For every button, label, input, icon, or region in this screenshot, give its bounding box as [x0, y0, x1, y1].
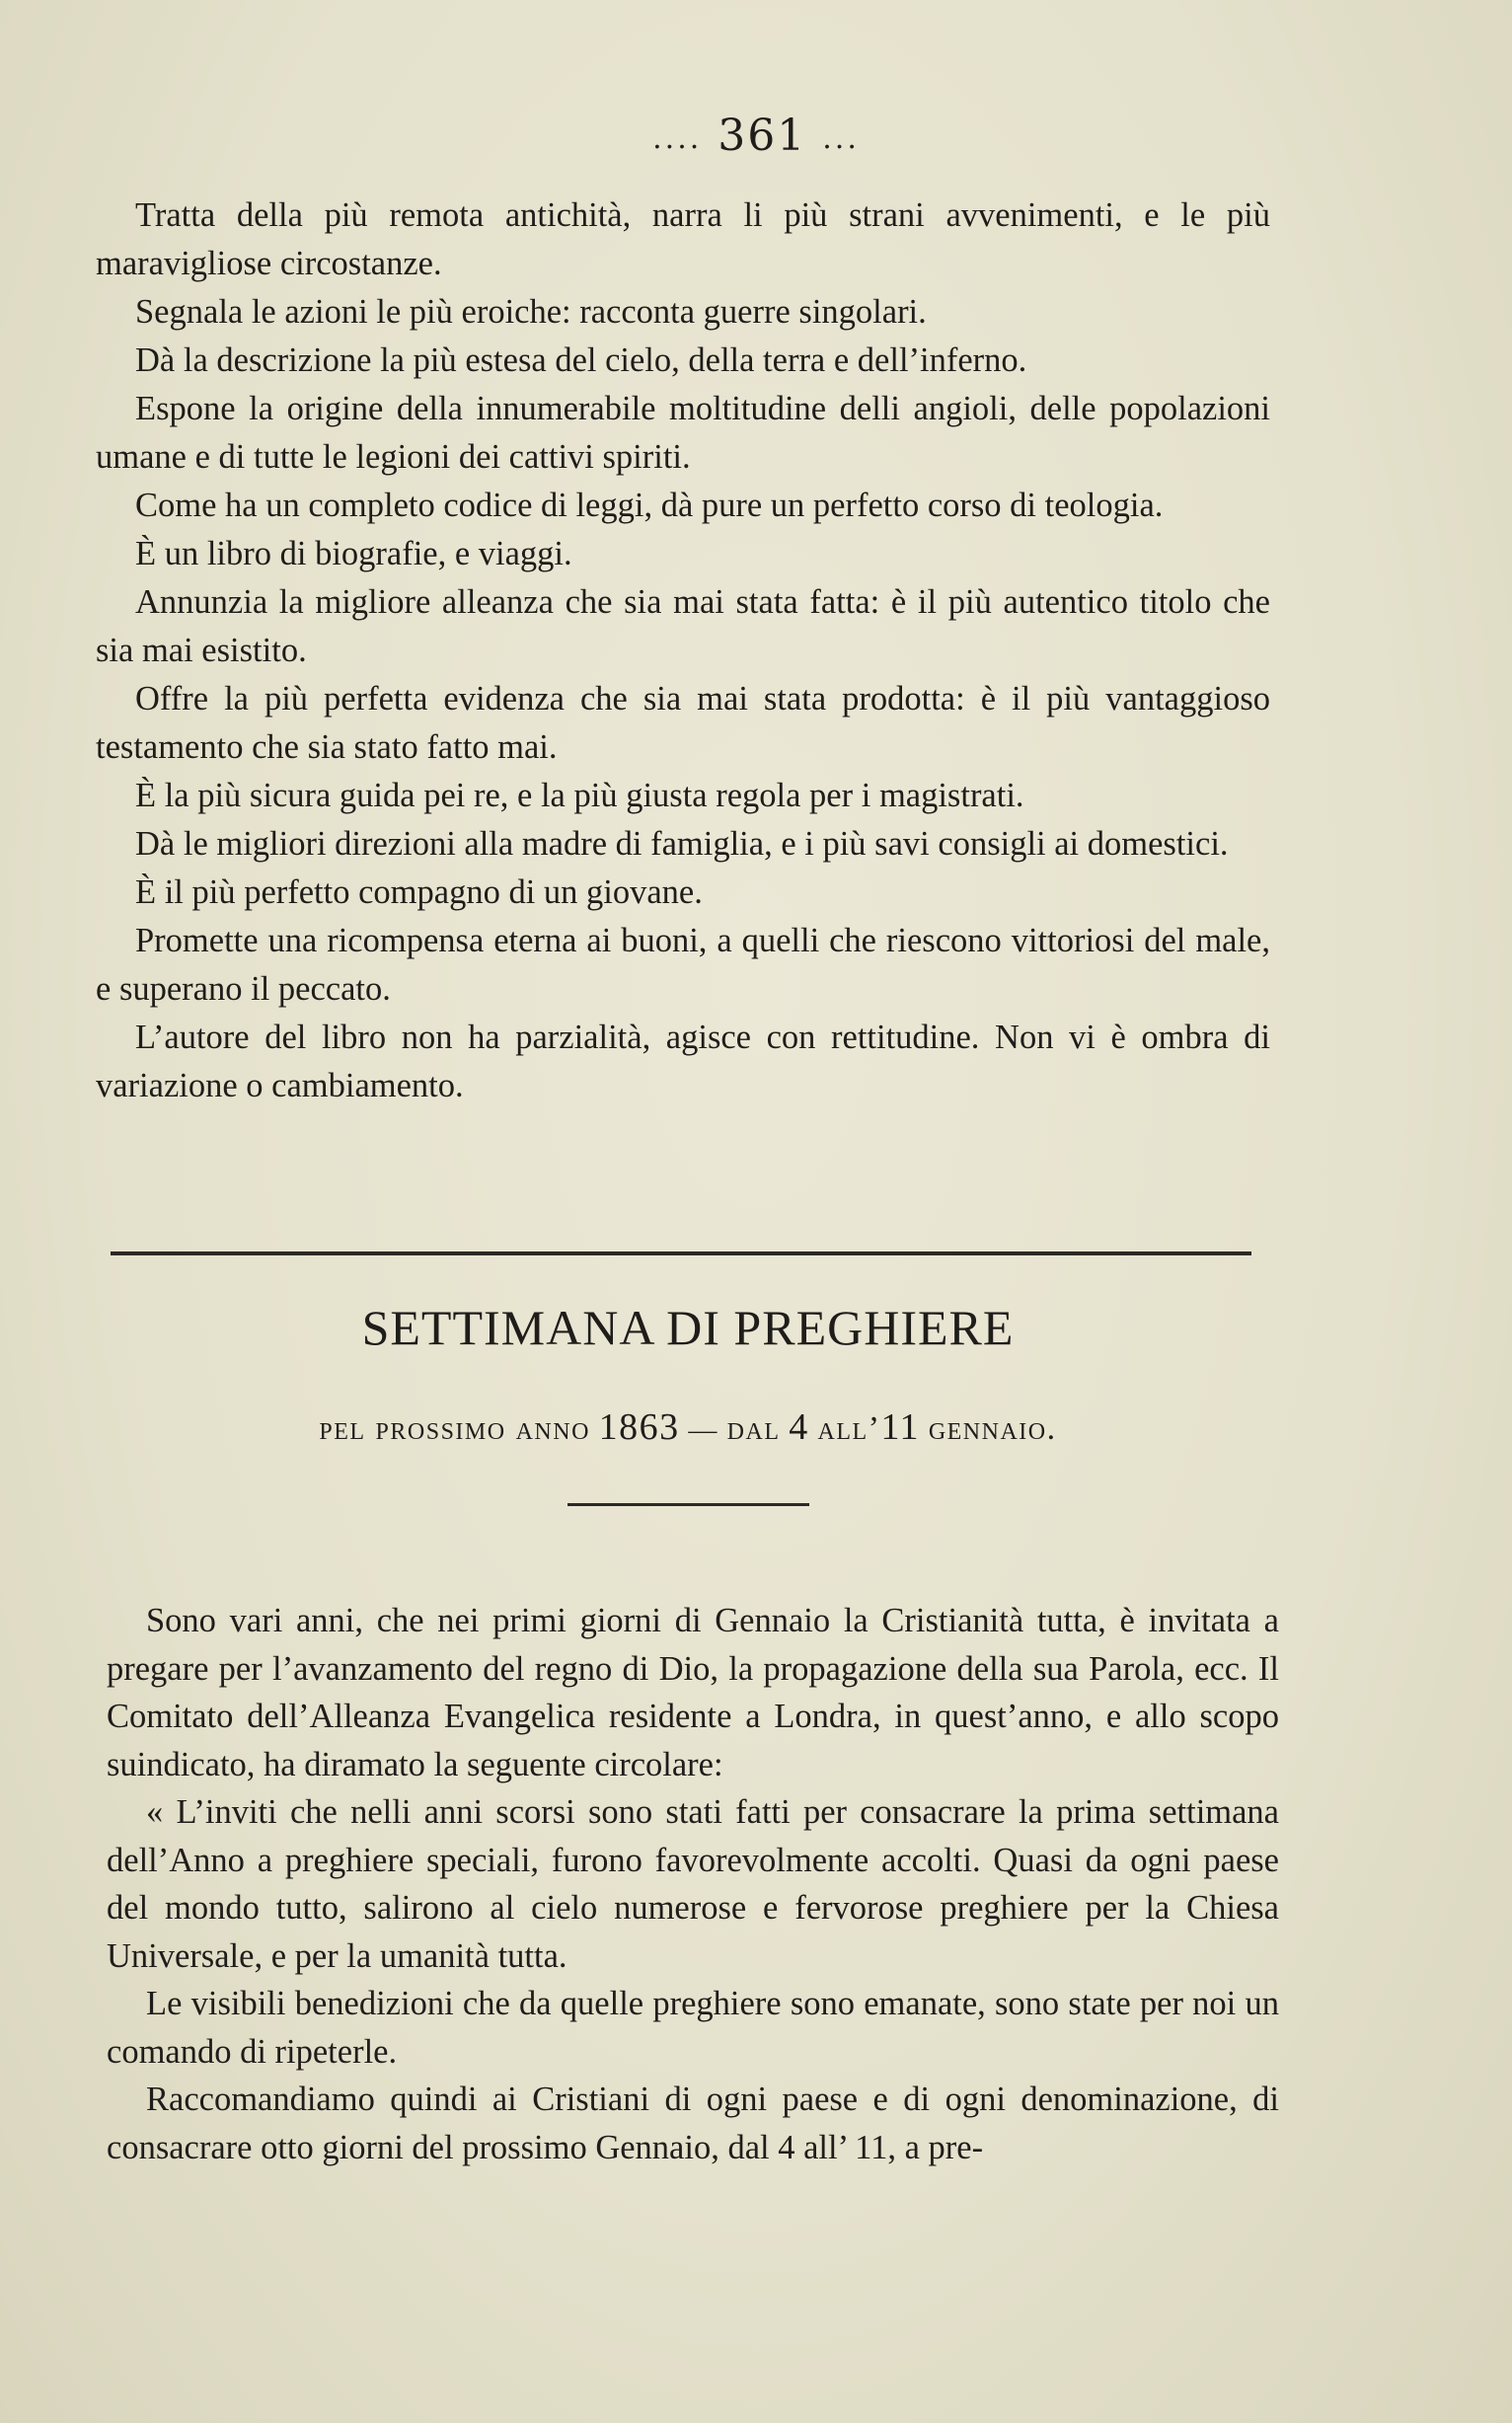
page-number-line — [0, 111, 1512, 161]
paragraph: Offre la più perfetta evidenza che sia mai stata prodotta: è il più vantaggioso testamento che sia stato fatto mai. — [96, 680, 1270, 766]
paragraph: Sono vari anni, che nei primi giorni di Gennaio la Cristianità tutta, è invitata a pregare per l’avanzamento del regno di Dio, la propagazione della sua Parola, ecc. Il Comitato dell’Alleanza Evangelica residente a Londra, in quest’anno, e allo scopo suindicato, ha diramato la seguente circolare: — [107, 1602, 1279, 1783]
subtitle-dash: — — [688, 1414, 718, 1446]
page-number-prefix: .... — [652, 121, 703, 156]
page-number-suffix: ... — [822, 121, 860, 156]
short-divider-rule — [567, 1503, 809, 1506]
paragraph: Dà la descrizione la più estesa del cielo, della terra e dell’inferno. — [135, 341, 1027, 379]
paragraph: Come ha un completo codice di leggi, dà pure un perfetto corso di teologia. — [135, 487, 1164, 524]
subtitle-year: 1863 — [598, 1406, 680, 1448]
paragraph: Dà le migliori direzioni alla madre di famiglia, e i più savi consigli ai domestici. — [135, 825, 1229, 863]
page-number: 361 — [718, 111, 807, 161]
paragraph: Raccomandiamo quindi ai Cristiani di ogni paese e di ogni denominazione, di consacrare otto giorni del prossimo Gennaio, dal 4 all’ 11, a pre- — [107, 2081, 1279, 2166]
paragraph: È un libro di biografie, e viaggi. — [135, 535, 572, 572]
paragraph: È la più sicura guida pei re, e la più giusta regola per i magistrati. — [135, 777, 1024, 814]
subtitle-day-end: 11 — [880, 1406, 921, 1448]
paragraph: Segnala le azioni le più eroiche: racconta guerre singolari. — [135, 293, 927, 331]
section-subtitle — [0, 1405, 1376, 1449]
paragraph: Espone la origine della innumerabile moltitudine delli angioli, delle popolazioni umane e di tutte le legioni dei cattivi spiriti. — [96, 390, 1270, 476]
subtitle-dal: dal — [726, 1410, 781, 1447]
paragraph: È il più perfetto compagno di un giovane. — [135, 873, 703, 911]
section-divider-rule — [111, 1251, 1251, 1255]
top-text-block — [96, 191, 1270, 1110]
subtitle-all: all’ — [817, 1410, 881, 1447]
paragraph: Annunzia la migliore alleanza che sia mai stata fatta: è il più autentico titolo che sia mai esistito. — [96, 583, 1270, 669]
subtitle-gennaio: gennaio. — [928, 1410, 1057, 1447]
section-title: SETTIMANA DI PREGHIERE — [361, 1300, 1015, 1355]
paragraph: L’autore del libro non ha parzialità, agisce con rettitudine. Non vi è ombra di variazione o cambiamento. — [96, 1019, 1270, 1104]
paragraph: Tratta della più remota antichità, narra li più strani avvenimenti, e le più maravigliose circostanze. — [96, 196, 1270, 282]
paragraph: Le visibili benedizioni che da quelle preghiere sono emanate, sono state per noi un comando di ripeterle. — [107, 1985, 1279, 2071]
subtitle-day-start: 4 — [789, 1406, 809, 1448]
bottom-text-block — [107, 1597, 1279, 2171]
subtitle-text: pel prossimo anno — [319, 1410, 590, 1447]
paragraph: « L’inviti che nelli anni scorsi sono stati fatti per consacrare la prima settimana dell’Anno a preghiere speciali, furono favorevolmente accolti. Quasi da ogni paese del mondo tutto, salirono al cielo numerose e fervorose preghiere per la Chiesa Universale, e per la umanità tutta. — [107, 1793, 1279, 1975]
paragraph: Promette una ricompensa eterna ai buoni, a quelli che riescono vittoriosi del male, e superano il peccato. — [96, 922, 1270, 1008]
